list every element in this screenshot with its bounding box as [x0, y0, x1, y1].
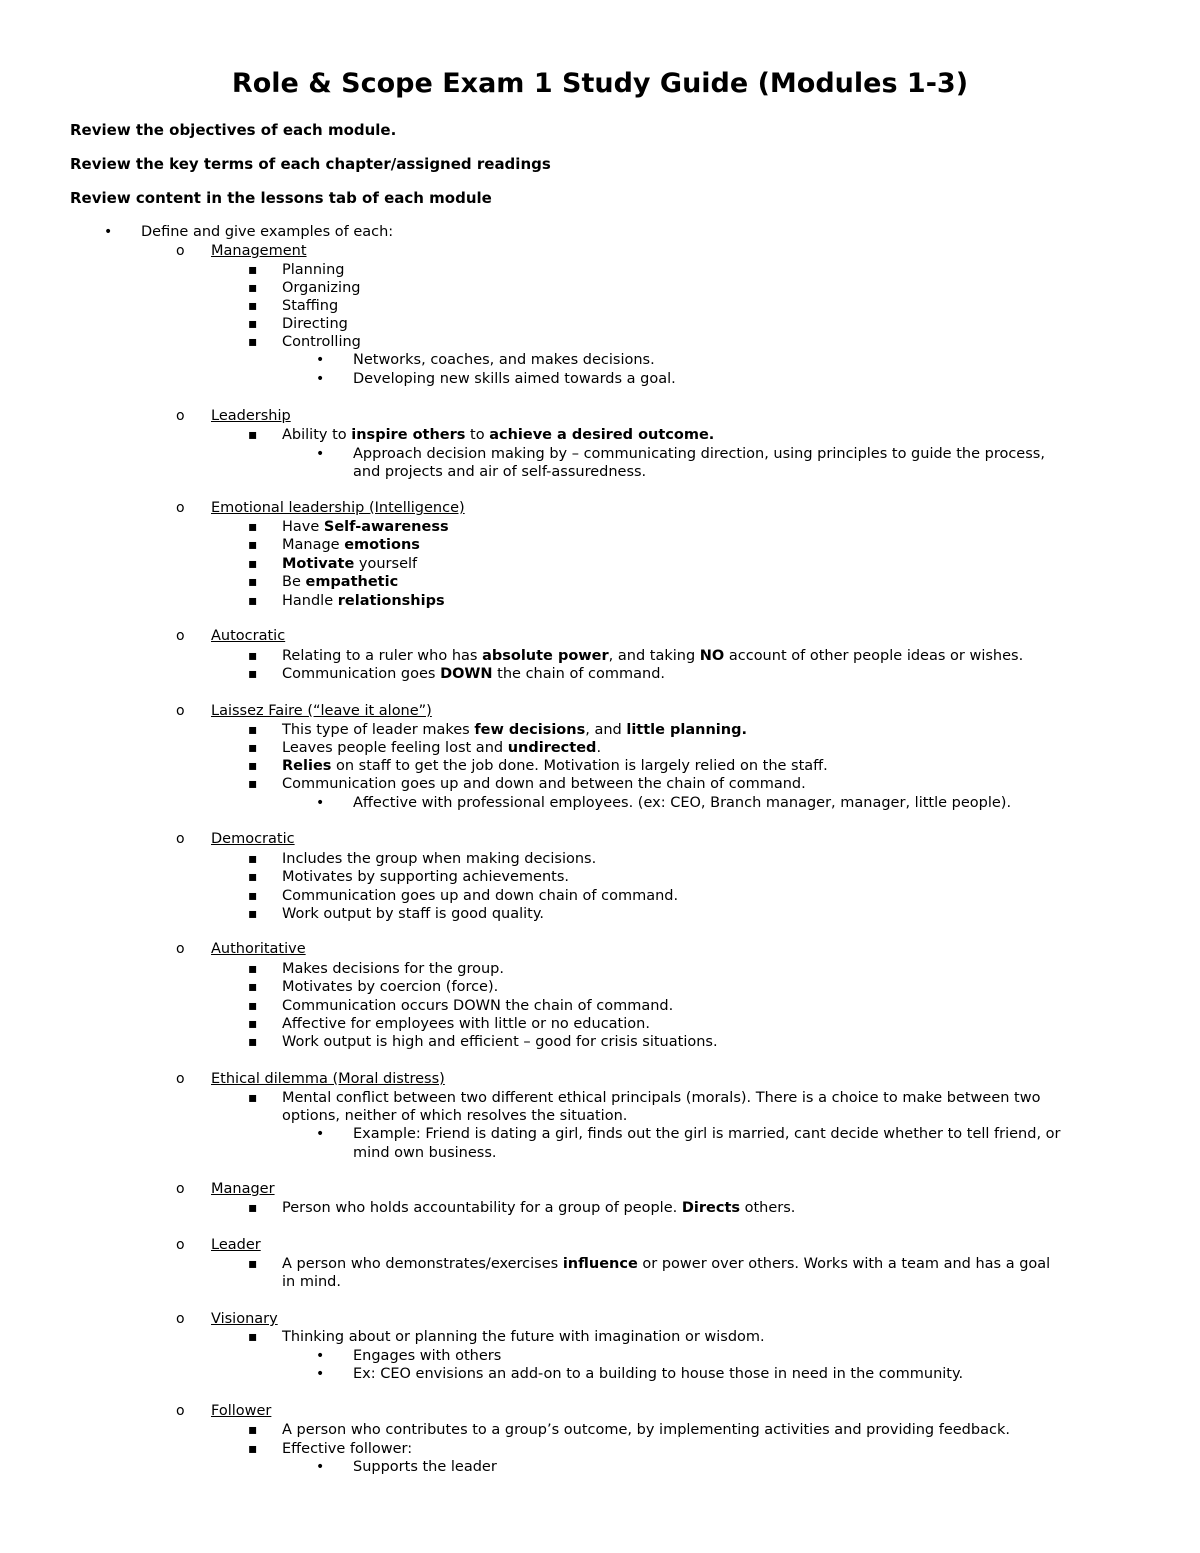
bold-text: absolute power: [482, 648, 609, 664]
outline-item: [282, 647, 1023, 665]
bold-text: achieve a desired outcome.: [489, 427, 715, 443]
outline-item: [353, 351, 655, 369]
hollow-bullet-icon: o: [176, 1311, 185, 1327]
square-bullet-icon: ▪: [248, 961, 258, 977]
outline-item: [282, 1421, 1010, 1439]
text-run: Planning: [282, 262, 345, 278]
outline-item: [353, 1458, 497, 1476]
square-bullet-icon: ▪: [248, 869, 258, 885]
outline-item: [282, 592, 445, 610]
text-run: Engages with others: [353, 1348, 502, 1364]
text-run: Communication goes up and down chain of command.: [282, 888, 679, 904]
text-run: Motivates by coercion (force).: [282, 979, 499, 995]
hollow-bullet-icon: o: [176, 831, 185, 847]
outline-item: [282, 721, 747, 739]
square-bullet-icon: ▪: [248, 1256, 258, 1272]
hollow-bullet-icon: o: [176, 1237, 185, 1253]
filled-bullet-icon: •: [316, 795, 325, 811]
review-line: Review content in the lessons tab of each module: [70, 189, 492, 207]
outline-item: [282, 1199, 795, 1217]
text-run: Relating to a ruler who has: [282, 648, 483, 664]
text-run: Staffing: [282, 298, 339, 314]
filled-bullet-icon: •: [316, 1126, 325, 1142]
square-bullet-icon: ▪: [248, 906, 258, 922]
filled-bullet-icon: •: [316, 352, 325, 368]
outline-item: [282, 297, 338, 315]
text-run: A person who contributes to a group’s outcome, by implementing activities and providing feedback.: [282, 1422, 1010, 1438]
outline-item: [353, 1125, 1061, 1143]
square-bullet-icon: ▪: [248, 1329, 258, 1345]
text-run: others.: [740, 1200, 796, 1216]
text-run: This type of leader makes: [282, 722, 475, 738]
text-run: Thinking about or planning the future with imagination or wisdom.: [282, 1329, 765, 1345]
outline-item: [353, 1347, 501, 1365]
review-line: Review the objectives of each module.: [70, 121, 397, 139]
text-run: Handle: [282, 593, 338, 609]
section-heading: Leader: [211, 1237, 261, 1253]
square-bullet-icon: ▪: [248, 574, 258, 590]
outline-item: [282, 1255, 1050, 1273]
text-run: Networks, coaches, and makes decisions.: [353, 352, 655, 368]
outline-item: [282, 1328, 765, 1346]
bold-text: emotions: [344, 537, 420, 553]
text-run: Includes the group when making decisions.: [282, 851, 597, 867]
square-bullet-icon: ▪: [248, 648, 258, 664]
bold-text: inspire others: [351, 427, 466, 443]
text-run: Leaves people feeling lost and: [282, 740, 508, 756]
text-run: Person who holds accountability for a group of people.: [282, 1200, 682, 1216]
square-bullet-icon: ▪: [248, 1090, 258, 1106]
outline-item: [282, 887, 678, 905]
text-run: the chain of command.: [492, 666, 666, 682]
section-heading: Follower: [211, 1403, 272, 1419]
outline-item: [282, 426, 714, 444]
text-run: Ex: CEO envisions an add-on to a building to house those in need in the community.: [353, 1366, 964, 1382]
square-bullet-icon: ▪: [248, 298, 258, 314]
bold-text: influence: [562, 1256, 638, 1272]
outline-item: [282, 333, 361, 351]
text-run: Controlling: [282, 334, 361, 350]
text-run: yourself: [354, 556, 418, 572]
bold-text: Motivate: [282, 556, 355, 572]
outline-item: [282, 261, 344, 279]
hollow-bullet-icon: o: [176, 1071, 185, 1087]
square-bullet-icon: ▪: [248, 427, 258, 443]
filled-bullet-icon: •: [316, 446, 325, 462]
outline-item: [282, 850, 596, 868]
square-bullet-icon: ▪: [248, 519, 258, 535]
outline-item: [282, 978, 498, 996]
outline-item: [282, 1089, 1040, 1107]
section-heading: Management: [211, 243, 307, 259]
bold-text: Directs: [681, 1200, 741, 1216]
bold-text: NO: [699, 648, 725, 664]
text-run: Manage: [282, 537, 345, 553]
outline-item: [353, 445, 1045, 463]
text-run: in mind.: [282, 1274, 341, 1290]
square-bullet-icon: ▪: [248, 1422, 258, 1438]
hollow-bullet-icon: o: [176, 408, 185, 424]
filled-bullet-icon: •: [104, 224, 113, 240]
square-bullet-icon: ▪: [248, 758, 258, 774]
bold-text: little planning.: [626, 722, 747, 738]
outline-item: [282, 775, 806, 793]
outline-item: [353, 1365, 963, 1383]
outline-item: [282, 315, 348, 333]
outline-item: [282, 518, 449, 536]
hollow-bullet-icon: o: [176, 628, 185, 644]
outline-item: [282, 1440, 412, 1458]
text-run: and projects and air of self-assuredness.: [353, 464, 647, 480]
hollow-bullet-icon: o: [176, 500, 185, 516]
outline-item: [282, 536, 420, 554]
outline-item: [282, 555, 417, 573]
text-run: Supports the leader: [353, 1459, 497, 1475]
text-run: Motivates by supporting achievements.: [282, 869, 570, 885]
section-heading: Manager: [211, 1181, 275, 1197]
square-bullet-icon: ▪: [248, 888, 258, 904]
hollow-bullet-icon: o: [176, 703, 185, 719]
review-line: Review the key terms of each chapter/assigned readings: [70, 155, 551, 173]
filled-bullet-icon: •: [316, 1366, 325, 1382]
outline-item: [353, 794, 1011, 812]
text-run: , and taking: [608, 648, 700, 664]
text-run: Developing new skills aimed towards a goal.: [353, 371, 676, 387]
text-run: Approach decision making by – communicating direction, using principles to guide the process,: [353, 446, 1045, 462]
square-bullet-icon: ▪: [248, 851, 258, 867]
square-bullet-icon: ▪: [248, 666, 258, 682]
section-heading: Visionary: [211, 1311, 278, 1327]
filled-bullet-icon: •: [316, 1348, 325, 1364]
text-run: Organizing: [282, 280, 361, 296]
square-bullet-icon: ▪: [248, 537, 258, 553]
section-heading: Ethical dilemma (Moral distress): [211, 1071, 445, 1087]
outline-item: [282, 279, 360, 297]
outline-item: [282, 757, 828, 775]
section-heading: Authoritative: [211, 941, 306, 957]
outline-item: [353, 370, 676, 388]
section-heading: Emotional leadership (Intelligence): [211, 500, 465, 516]
square-bullet-icon: ▪: [248, 593, 258, 609]
bold-text: undirected: [507, 740, 597, 756]
section-heading: Democratic: [211, 831, 295, 847]
outline-item: [282, 905, 544, 923]
square-bullet-icon: ▪: [248, 1200, 258, 1216]
outline-item: [282, 573, 398, 591]
square-bullet-icon: ▪: [248, 998, 258, 1014]
text-run: Mental conflict between two different ethical principals (morals). There is a choice to make between two: [282, 1090, 1041, 1106]
square-bullet-icon: ▪: [248, 776, 258, 792]
outline-item: [353, 463, 646, 481]
text-run: Have: [282, 519, 324, 535]
square-bullet-icon: ▪: [248, 1441, 258, 1457]
bold-text: Self-awareness: [323, 519, 449, 535]
text-run: Communication goes up and down and between the chain of command.: [282, 776, 806, 792]
square-bullet-icon: ▪: [248, 1034, 258, 1050]
text-run: Communication goes: [282, 666, 441, 682]
hollow-bullet-icon: o: [176, 243, 185, 259]
bold-text: DOWN: [440, 666, 493, 682]
text-run: Effective follower:: [282, 1441, 413, 1457]
filled-bullet-icon: •: [316, 1459, 325, 1475]
outline-item: [282, 868, 569, 886]
square-bullet-icon: ▪: [248, 556, 258, 572]
bold-text: Relies: [282, 758, 332, 774]
text-run: Example: Friend is dating a girl, finds out the girl is married, cant decide whether to tell friend, or: [353, 1126, 1061, 1142]
square-bullet-icon: ▪: [248, 280, 258, 296]
text-run: Communication occurs DOWN the chain of command.: [282, 998, 674, 1014]
square-bullet-icon: ▪: [248, 740, 258, 756]
bold-text: few decisions: [474, 722, 586, 738]
outline-item: [282, 665, 665, 683]
outline-item: [282, 960, 504, 978]
text-run: account of other people ideas or wishes.: [724, 648, 1024, 664]
filled-bullet-icon: •: [316, 371, 325, 387]
text-run: Ability to: [282, 427, 352, 443]
text-run: Affective with professional employees. (ex: CEO, Branch manager, manager, little people).: [353, 795, 1012, 811]
square-bullet-icon: ▪: [248, 334, 258, 350]
square-bullet-icon: ▪: [248, 722, 258, 738]
outline-item: [282, 1033, 718, 1051]
intro-text: Define and give examples of each:: [141, 224, 394, 240]
text-run: to: [465, 427, 490, 443]
text-run: options, neither of which resolves the situation.: [282, 1108, 628, 1124]
text-run: , and: [585, 722, 627, 738]
outline-item: [282, 1107, 627, 1125]
outline-item: [282, 1273, 341, 1291]
section-heading: Autocratic: [211, 628, 286, 644]
text-run: Directing: [282, 316, 348, 332]
section-heading: Leadership: [211, 408, 291, 424]
text-run: Be: [282, 574, 306, 590]
text-run: A person who demonstrates/exercises: [282, 1256, 563, 1272]
text-run: on staff to get the job done. Motivation is largely relied on the staff.: [331, 758, 828, 774]
outline-item: [353, 1144, 497, 1162]
square-bullet-icon: ▪: [248, 1016, 258, 1032]
text-run: Work output by staff is good quality.: [282, 906, 544, 922]
outline-item: [282, 739, 601, 757]
square-bullet-icon: ▪: [248, 316, 258, 332]
hollow-bullet-icon: o: [176, 1403, 185, 1419]
outline-item: [282, 1015, 650, 1033]
text-run: or power over others. Works with a team and has a goal: [637, 1256, 1051, 1272]
section-heading: Laissez Faire (“leave it alone”): [211, 703, 432, 719]
text-run: Work output is high and efficient – good for crisis situations.: [282, 1034, 718, 1050]
text-run: .: [596, 740, 602, 756]
text-run: Makes decisions for the group.: [282, 961, 504, 977]
square-bullet-icon: ▪: [248, 262, 258, 278]
square-bullet-icon: ▪: [248, 979, 258, 995]
hollow-bullet-icon: o: [176, 1181, 185, 1197]
bold-text: empathetic: [305, 574, 399, 590]
bold-text: relationships: [337, 593, 445, 609]
document-title: Role & Scope Exam 1 Study Guide (Modules 1-3): [231, 68, 969, 99]
hollow-bullet-icon: o: [176, 941, 185, 957]
text-run: Affective for employees with little or no education.: [282, 1016, 650, 1032]
outline-item: [282, 997, 673, 1015]
text-run: mind own business.: [353, 1145, 497, 1161]
